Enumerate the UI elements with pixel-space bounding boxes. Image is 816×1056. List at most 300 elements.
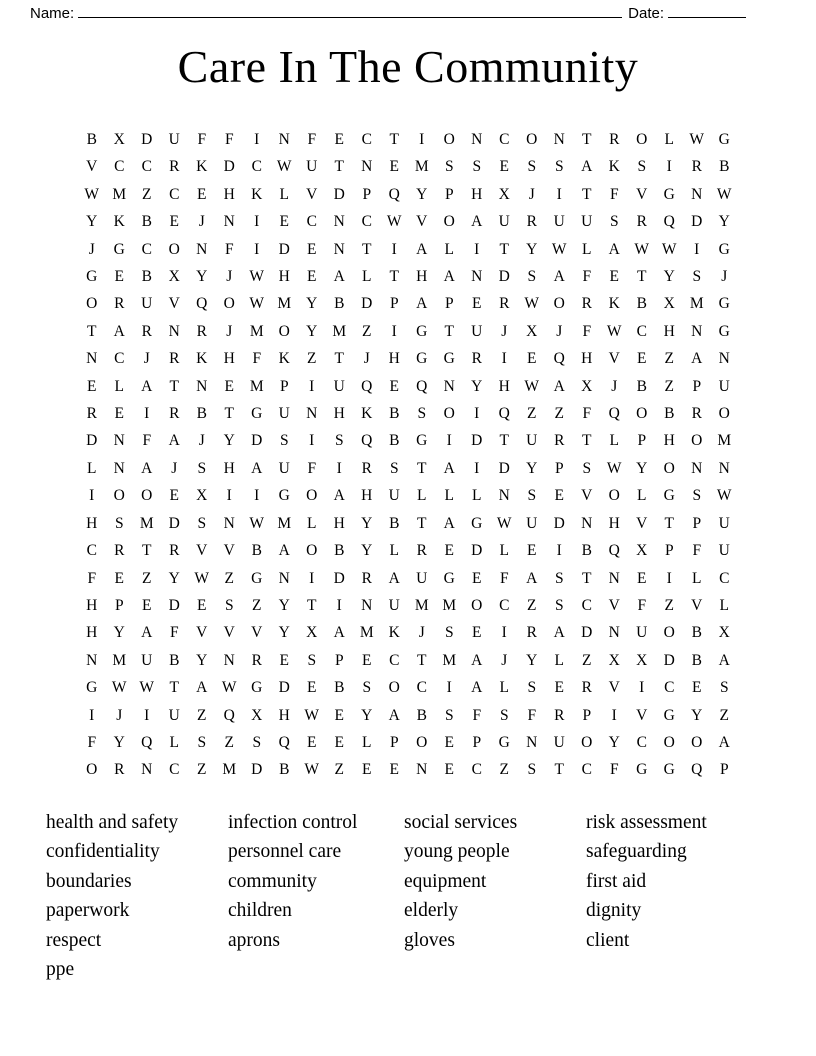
grid-cell[interactable]: I	[501, 624, 507, 642]
grid-cell[interactable]: Z	[142, 185, 152, 203]
grid-cell[interactable]: O	[718, 405, 730, 423]
grid-cell[interactable]: P	[582, 706, 592, 724]
grid-cell[interactable]: F	[252, 350, 262, 368]
word-list-item[interactable]: risk assessment	[586, 811, 707, 833]
grid-cell[interactable]: C	[114, 158, 125, 176]
grid-cell[interactable]: S	[719, 679, 729, 697]
grid-cell[interactable]: H	[388, 350, 400, 368]
grid-cell[interactable]: L	[692, 569, 702, 587]
grid-cell[interactable]: J	[171, 459, 178, 477]
grid-cell[interactable]: Q	[196, 295, 208, 313]
grid-cell[interactable]: C	[719, 569, 730, 587]
grid-cell[interactable]: L	[609, 432, 619, 450]
grid-cell[interactable]: W	[524, 377, 540, 395]
grid-cell[interactable]: E	[279, 213, 289, 231]
grid-cell[interactable]: O	[471, 596, 483, 614]
word-list-item[interactable]: children	[228, 900, 292, 922]
grid-cell[interactable]: L	[554, 651, 564, 669]
grid-cell[interactable]: G	[251, 679, 263, 697]
grid-cell[interactable]: U	[718, 542, 730, 560]
grid-cell[interactable]: N	[141, 761, 153, 779]
grid-cell[interactable]: P	[334, 651, 344, 669]
grid-cell[interactable]: E	[527, 542, 537, 560]
grid-cell[interactable]: D	[361, 295, 373, 313]
grid-cell[interactable]: R	[416, 542, 427, 560]
grid-cell[interactable]: M	[112, 185, 127, 203]
grid-cell[interactable]: C	[636, 733, 647, 751]
grid-cell[interactable]: M	[112, 651, 127, 669]
grid-cell[interactable]: A	[141, 377, 153, 395]
grid-cell[interactable]: N	[168, 322, 180, 340]
grid-cell[interactable]: V	[636, 514, 648, 532]
grid-cell[interactable]: L	[499, 679, 509, 697]
grid-cell[interactable]: I	[309, 377, 315, 395]
grid-cell[interactable]: W	[716, 487, 732, 505]
grid-cell[interactable]: S	[692, 268, 702, 286]
grid-cell[interactable]: R	[114, 761, 125, 779]
grid-cell[interactable]: K	[196, 350, 208, 368]
grid-cell[interactable]: Q	[361, 377, 373, 395]
grid-cell[interactable]: Y	[86, 213, 98, 231]
grid-cell[interactable]: L	[87, 459, 97, 477]
grid-cell[interactable]: Q	[223, 706, 235, 724]
grid-cell[interactable]: S	[307, 651, 317, 669]
grid-cell[interactable]: R	[471, 350, 482, 368]
grid-cell[interactable]: B	[279, 761, 290, 779]
grid-cell[interactable]: F	[609, 185, 619, 203]
grid-cell[interactable]: O	[141, 487, 153, 505]
grid-cell[interactable]: I	[474, 240, 480, 258]
grid-cell[interactable]: R	[361, 569, 372, 587]
grid-cell[interactable]: K	[278, 350, 290, 368]
grid-cell[interactable]: S	[554, 158, 564, 176]
grid-cell[interactable]: D	[333, 569, 345, 587]
grid-cell[interactable]: E	[472, 624, 482, 642]
grid-cell[interactable]: W	[276, 158, 292, 176]
grid-cell[interactable]: J	[226, 322, 233, 340]
grid-cell[interactable]: B	[389, 514, 400, 532]
grid-cell[interactable]: R	[691, 158, 702, 176]
grid-cell[interactable]: H	[608, 514, 620, 532]
grid-cell[interactable]: W	[606, 459, 622, 477]
grid-cell[interactable]: P	[389, 295, 399, 313]
grid-cell[interactable]: C	[499, 596, 510, 614]
grid-cell[interactable]: S	[527, 158, 537, 176]
grid-cell[interactable]: A	[278, 542, 290, 560]
grid-cell[interactable]: N	[113, 459, 125, 477]
grid-cell[interactable]: R	[526, 213, 537, 231]
grid-cell[interactable]: V	[608, 679, 620, 697]
grid-cell[interactable]: N	[333, 213, 345, 231]
grid-cell[interactable]: A	[113, 322, 125, 340]
grid-cell[interactable]: T	[224, 405, 234, 423]
grid-cell[interactable]: A	[553, 377, 565, 395]
grid-cell[interactable]: E	[197, 596, 207, 614]
grid-cell[interactable]: I	[391, 322, 397, 340]
grid-cell[interactable]: I	[501, 350, 507, 368]
grid-cell[interactable]: Z	[554, 405, 564, 423]
grid-cell[interactable]: A	[388, 569, 400, 587]
grid-cell[interactable]: W	[496, 514, 512, 532]
grid-cell[interactable]: E	[362, 761, 372, 779]
grid-cell[interactable]: K	[361, 405, 373, 423]
grid-cell[interactable]: C	[141, 240, 152, 258]
grid-cell[interactable]: T	[499, 432, 509, 450]
word-list-item[interactable]: gloves	[404, 929, 455, 951]
grid-cell[interactable]: J	[226, 268, 233, 286]
grid-cell[interactable]: C	[361, 131, 372, 148]
grid-cell[interactable]: A	[691, 350, 703, 368]
grid-cell[interactable]: G	[636, 761, 648, 779]
grid-cell[interactable]: N	[113, 432, 125, 450]
grid-cell[interactable]: D	[251, 761, 263, 779]
grid-cell[interactable]: R	[609, 131, 620, 148]
grid-cell[interactable]: Z	[334, 761, 344, 779]
grid-cell[interactable]: A	[526, 569, 538, 587]
grid-cell[interactable]: H	[86, 624, 98, 642]
grid-cell[interactable]: S	[417, 405, 427, 423]
grid-cell[interactable]: S	[334, 432, 344, 450]
grid-cell[interactable]: F	[637, 596, 647, 614]
grid-cell[interactable]: N	[86, 350, 98, 368]
word-list-item[interactable]: infection control	[228, 811, 358, 833]
grid-cell[interactable]: T	[417, 651, 427, 669]
grid-cell[interactable]: X	[306, 624, 318, 642]
grid-cell[interactable]: D	[141, 131, 153, 148]
grid-cell[interactable]: L	[307, 514, 317, 532]
grid-cell[interactable]: S	[252, 733, 262, 751]
grid-cell[interactable]: A	[333, 487, 345, 505]
grid-cell[interactable]: B	[334, 542, 345, 560]
grid-cell[interactable]: M	[277, 295, 292, 313]
grid-cell[interactable]: N	[581, 514, 593, 532]
grid-cell[interactable]: A	[416, 295, 428, 313]
grid-cell[interactable]: F	[142, 432, 152, 450]
grid-cell[interactable]: F	[582, 322, 592, 340]
grid-cell[interactable]: R	[581, 679, 592, 697]
grid-cell[interactable]: G	[251, 569, 263, 587]
grid-cell[interactable]: N	[306, 405, 318, 423]
grid-cell[interactable]: W	[606, 322, 622, 340]
grid-cell[interactable]: W	[194, 569, 210, 587]
grid-cell[interactable]: X	[608, 651, 620, 669]
grid-cell[interactable]: U	[553, 213, 565, 231]
grid-cell[interactable]: B	[196, 405, 207, 423]
grid-cell[interactable]: W	[139, 679, 155, 697]
grid-cell[interactable]: K	[196, 158, 208, 176]
grid-cell[interactable]: L	[169, 733, 179, 751]
grid-cell[interactable]: H	[361, 487, 373, 505]
grid-cell[interactable]: Q	[608, 542, 620, 560]
grid-cell[interactable]: H	[223, 350, 235, 368]
grid-cell[interactable]: C	[389, 651, 400, 669]
grid-cell[interactable]: B	[169, 651, 180, 669]
word-search-grid[interactable]	[78, 126, 738, 784]
grid-cell[interactable]: N	[691, 185, 703, 203]
grid-cell[interactable]: O	[526, 131, 538, 148]
grid-cell[interactable]: T	[637, 268, 647, 286]
grid-cell[interactable]: F	[609, 761, 619, 779]
grid-cell[interactable]: A	[443, 514, 455, 532]
grid-cell[interactable]: L	[499, 542, 509, 560]
grid-cell[interactable]: H	[223, 185, 235, 203]
word-list-item[interactable]: aprons	[228, 929, 280, 951]
grid-cell[interactable]: T	[664, 514, 674, 532]
grid-cell[interactable]: T	[554, 761, 564, 779]
grid-cell[interactable]: H	[278, 706, 290, 724]
grid-cell[interactable]: B	[141, 268, 152, 286]
grid-cell[interactable]: D	[553, 514, 565, 532]
grid-cell[interactable]: J	[363, 350, 370, 368]
grid-cell[interactable]: Z	[252, 596, 262, 614]
grid-cell[interactable]: U	[526, 432, 538, 450]
grid-cell[interactable]: S	[444, 624, 454, 642]
grid-cell[interactable]: E	[197, 185, 207, 203]
grid-cell[interactable]: J	[88, 240, 95, 258]
grid-cell[interactable]: O	[416, 733, 428, 751]
grid-cell[interactable]: N	[223, 514, 235, 532]
grid-cell[interactable]: S	[637, 158, 647, 176]
grid-cell[interactable]: H	[416, 268, 428, 286]
grid-cell[interactable]: A	[443, 268, 455, 286]
word-list-item[interactable]: paperwork	[46, 900, 130, 922]
grid-cell[interactable]: V	[306, 185, 318, 203]
grid-cell[interactable]: I	[254, 240, 260, 258]
grid-cell[interactable]: M	[332, 322, 347, 340]
grid-cell[interactable]: W	[84, 185, 100, 203]
grid-cell[interactable]: Y	[526, 651, 538, 669]
grid-cell[interactable]: W	[221, 679, 237, 697]
grid-cell[interactable]: S	[389, 459, 399, 477]
grid-cell[interactable]: N	[416, 761, 428, 779]
grid-cell[interactable]: B	[334, 679, 345, 697]
grid-cell[interactable]: U	[306, 158, 318, 176]
grid-cell[interactable]: R	[169, 542, 180, 560]
grid-cell[interactable]: C	[581, 761, 592, 779]
grid-cell[interactable]: D	[663, 651, 675, 669]
grid-cell[interactable]: W	[249, 268, 265, 286]
grid-cell[interactable]: O	[691, 733, 703, 751]
grid-cell[interactable]: A	[471, 679, 483, 697]
grid-cell[interactable]: X	[168, 268, 180, 286]
grid-cell[interactable]: I	[474, 405, 480, 423]
grid-cell[interactable]: O	[663, 624, 675, 642]
grid-cell[interactable]: Y	[663, 268, 675, 286]
grid-cell[interactable]: Z	[527, 596, 537, 614]
grid-cell[interactable]: G	[416, 350, 428, 368]
grid-cell[interactable]: P	[362, 185, 372, 203]
grid-cell[interactable]: X	[581, 377, 593, 395]
grid-cell[interactable]: N	[498, 487, 510, 505]
grid-cell[interactable]: R	[361, 459, 372, 477]
grid-cell[interactable]: H	[663, 322, 675, 340]
grid-cell[interactable]: X	[718, 624, 730, 642]
grid-cell[interactable]: O	[278, 322, 290, 340]
grid-cell[interactable]: F	[224, 131, 234, 148]
grid-cell[interactable]: F	[692, 542, 702, 560]
grid-cell[interactable]: X	[636, 542, 648, 560]
word-list-item[interactable]: personnel care	[228, 841, 342, 863]
grid-cell[interactable]: K	[388, 624, 400, 642]
grid-cell[interactable]: A	[581, 158, 593, 176]
grid-cell[interactable]: H	[278, 268, 290, 286]
grid-cell[interactable]: Q	[663, 213, 675, 231]
grid-cell[interactable]: S	[472, 158, 482, 176]
grid-cell[interactable]: D	[498, 268, 510, 286]
grid-cell[interactable]: I	[309, 569, 315, 587]
grid-cell[interactable]: C	[499, 131, 510, 148]
grid-cell[interactable]: F	[87, 733, 97, 751]
grid-cell[interactable]: F	[499, 569, 509, 587]
grid-cell[interactable]: H	[223, 459, 235, 477]
grid-cell[interactable]: I	[391, 240, 397, 258]
grid-cell[interactable]: W	[304, 761, 320, 779]
grid-cell[interactable]: D	[168, 514, 180, 532]
grid-cell[interactable]: G	[113, 240, 125, 258]
grid-cell[interactable]: B	[86, 131, 97, 148]
grid-cell[interactable]: U	[498, 213, 510, 231]
grid-cell[interactable]: R	[526, 624, 537, 642]
grid-cell[interactable]: G	[718, 295, 730, 313]
grid-cell[interactable]: Q	[416, 377, 428, 395]
grid-cell[interactable]: E	[554, 487, 564, 505]
grid-cell[interactable]: V	[416, 213, 428, 231]
word-list-item[interactable]: social services	[404, 811, 518, 833]
grid-cell[interactable]: S	[499, 706, 509, 724]
grid-cell[interactable]: A	[141, 459, 153, 477]
grid-cell[interactable]: W	[249, 295, 265, 313]
name-write-in-line[interactable]	[78, 4, 622, 18]
grid-cell[interactable]: L	[444, 487, 454, 505]
grid-cell[interactable]: I	[446, 679, 452, 697]
grid-cell[interactable]: R	[86, 405, 97, 423]
grid-cell[interactable]: V	[86, 158, 98, 176]
grid-cell[interactable]: G	[443, 350, 455, 368]
grid-cell[interactable]: U	[718, 377, 730, 395]
grid-cell[interactable]: Y	[196, 268, 208, 286]
grid-cell[interactable]: C	[86, 542, 97, 560]
grid-cell[interactable]: U	[278, 459, 290, 477]
grid-cell[interactable]: A	[416, 240, 428, 258]
grid-cell[interactable]: H	[86, 596, 98, 614]
grid-cell[interactable]: N	[526, 733, 538, 751]
grid-cell[interactable]: Y	[113, 624, 125, 642]
grid-cell[interactable]: M	[359, 624, 374, 642]
grid-cell[interactable]: U	[388, 596, 400, 614]
grid-cell[interactable]: Q	[361, 432, 373, 450]
grid-cell[interactable]: A	[718, 733, 730, 751]
grid-cell[interactable]: A	[471, 213, 483, 231]
grid-cell[interactable]: D	[471, 542, 483, 560]
grid-cell[interactable]: O	[86, 295, 98, 313]
grid-cell[interactable]: L	[719, 596, 729, 614]
grid-cell[interactable]: Q	[141, 733, 153, 751]
grid-cell[interactable]: U	[141, 295, 153, 313]
grid-cell[interactable]: Q	[608, 405, 620, 423]
grid-cell[interactable]: M	[442, 596, 457, 614]
grid-cell[interactable]: G	[416, 432, 428, 450]
grid-cell[interactable]: O	[663, 459, 675, 477]
grid-cell[interactable]: F	[472, 706, 482, 724]
grid-cell[interactable]: R	[581, 295, 592, 313]
grid-cell[interactable]: X	[251, 706, 263, 724]
grid-cell[interactable]: Z	[664, 350, 674, 368]
grid-cell[interactable]: R	[169, 405, 180, 423]
grid-cell[interactable]: Q	[691, 761, 703, 779]
grid-cell[interactable]: Y	[691, 706, 703, 724]
grid-cell[interactable]: H	[663, 432, 675, 450]
grid-cell[interactable]: P	[664, 542, 674, 560]
grid-cell[interactable]: M	[442, 651, 457, 669]
grid-cell[interactable]: Z	[582, 651, 592, 669]
grid-cell[interactable]: P	[637, 432, 647, 450]
grid-cell[interactable]: C	[251, 158, 262, 176]
grid-cell[interactable]: U	[553, 733, 565, 751]
grid-cell[interactable]: E	[114, 268, 124, 286]
grid-cell[interactable]: I	[474, 459, 480, 477]
grid-cell[interactable]: S	[609, 213, 619, 231]
word-list-item[interactable]: client	[586, 929, 630, 951]
grid-cell[interactable]: U	[581, 213, 593, 231]
grid-cell[interactable]: O	[306, 542, 318, 560]
grid-cell[interactable]: G	[443, 569, 455, 587]
grid-cell[interactable]: Q	[498, 405, 510, 423]
grid-cell[interactable]: E	[389, 761, 399, 779]
grid-cell[interactable]: J	[556, 322, 563, 340]
grid-cell[interactable]: X	[498, 185, 510, 203]
grid-cell[interactable]: E	[334, 706, 344, 724]
grid-cell[interactable]: N	[608, 569, 620, 587]
grid-cell[interactable]: U	[168, 131, 180, 148]
grid-cell[interactable]: U	[471, 322, 483, 340]
grid-cell[interactable]: H	[333, 514, 345, 532]
grid-cell[interactable]: T	[582, 432, 592, 450]
grid-cell[interactable]: I	[611, 706, 617, 724]
grid-cell[interactable]: O	[443, 405, 455, 423]
grid-cell[interactable]: A	[443, 459, 455, 477]
word-list-item[interactable]: safeguarding	[586, 841, 687, 863]
grid-cell[interactable]: Q	[553, 350, 565, 368]
grid-cell[interactable]: N	[361, 596, 373, 614]
grid-cell[interactable]: C	[416, 679, 427, 697]
grid-cell[interactable]: L	[637, 487, 647, 505]
grid-cell[interactable]: U	[526, 514, 538, 532]
grid-cell[interactable]: N	[718, 350, 730, 368]
grid-cell[interactable]: L	[389, 542, 399, 560]
grid-cell[interactable]: E	[692, 679, 702, 697]
grid-cell[interactable]: B	[581, 542, 592, 560]
grid-cell[interactable]: V	[223, 542, 235, 560]
grid-cell[interactable]: S	[224, 596, 234, 614]
grid-cell[interactable]: E	[499, 158, 509, 176]
grid-cell[interactable]: F	[582, 268, 592, 286]
word-list-item[interactable]: ppe	[46, 959, 75, 981]
grid-cell[interactable]: Y	[608, 733, 620, 751]
grid-cell[interactable]: T	[362, 240, 372, 258]
grid-cell[interactable]: A	[141, 624, 153, 642]
grid-cell[interactable]: M	[249, 322, 264, 340]
grid-cell[interactable]: Z	[224, 733, 234, 751]
grid-cell[interactable]: E	[472, 295, 482, 313]
grid-cell[interactable]: X	[663, 295, 675, 313]
grid-cell[interactable]: S	[554, 569, 564, 587]
grid-cell[interactable]: U	[416, 569, 428, 587]
grid-cell[interactable]: N	[443, 377, 455, 395]
grid-cell[interactable]: N	[718, 459, 730, 477]
grid-cell[interactable]: U	[333, 377, 345, 395]
grid-cell[interactable]: I	[446, 432, 452, 450]
word-list-item[interactable]: boundaries	[46, 870, 132, 892]
